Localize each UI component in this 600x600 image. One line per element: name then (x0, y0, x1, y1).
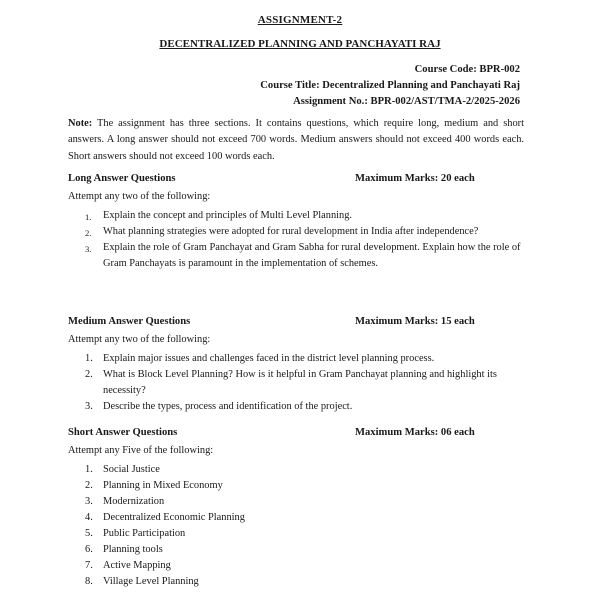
note-paragraph (68, 116, 524, 165)
question-number: 2. (85, 228, 92, 238)
section-marks: Maximum Marks: 06 each (355, 427, 475, 438)
question-number: 7. (85, 560, 93, 571)
question-text: Explain the role of Gram Panchayat and Gram Sabha for rural development. Explain how the role of Gram Panchayats is paramount in the implementation of schemes. (103, 242, 521, 269)
section-instruction: Attempt any two of the following: (68, 334, 211, 345)
question-number: 2. (85, 480, 93, 491)
question-item (68, 351, 524, 367)
section-short-answer (68, 427, 524, 590)
section-long-answer (68, 173, 524, 272)
section-header (68, 173, 524, 189)
question-item (68, 478, 524, 494)
question-text: Planning in Mixed Economy (103, 480, 223, 491)
question-item (68, 224, 524, 240)
question-list (68, 208, 524, 272)
question-number: 1. (85, 353, 93, 364)
question-item (68, 367, 524, 399)
question-item (68, 542, 524, 558)
question-text: What planning strategies were adopted for rural development in India after independence? (103, 226, 479, 237)
question-text: Public Participation (103, 528, 186, 539)
section-marks: Maximum Marks: 20 each (355, 173, 475, 184)
section-header (68, 427, 524, 443)
question-item (68, 494, 524, 510)
section-heading: Short Answer Questions (68, 427, 178, 438)
note-label: Note: (68, 118, 93, 129)
question-number: 1. (85, 464, 93, 475)
course-meta (260, 62, 520, 110)
question-text: Explain major issues and challenges faced in the district level planning process. (103, 353, 435, 364)
question-number: 1. (85, 212, 92, 222)
section-heading: Medium Answer Questions (68, 316, 191, 327)
section-instruction: Attempt any Five of the following: (68, 445, 214, 456)
question-text: Active Mapping (103, 560, 171, 571)
course-code: Course Code: BPR-002 (414, 64, 520, 75)
question-item (68, 240, 524, 272)
question-number: 5. (85, 528, 93, 539)
question-number: 3. (85, 496, 93, 507)
question-text: Describe the types, process and identification of the project. (103, 401, 353, 412)
question-text: Explain the concept and principles of Multi Level Planning. (103, 210, 353, 221)
question-number: 6. (85, 544, 93, 555)
question-item (68, 399, 524, 415)
question-item (68, 526, 524, 542)
question-text: Planning tools (103, 544, 163, 555)
section-header (68, 316, 524, 332)
question-item (68, 208, 524, 224)
question-item (68, 558, 524, 574)
question-text: Modernization (103, 496, 165, 507)
section-instruction: Attempt any two of the following: (68, 191, 211, 202)
section-heading: Long Answer Questions (68, 173, 176, 184)
assignment-title: ASSIGNMENT-2 (257, 14, 343, 26)
section-medium-answer (68, 316, 524, 415)
note-text: The assignment has three sections. It contains questions, which require long, medium and short answers. A long answer should not exceed 700 words. Medium answers should not exceed 400 words each. Short answers should not exceed 100 words each. (68, 118, 524, 162)
question-number: 3. (85, 401, 93, 412)
question-item (68, 462, 524, 478)
question-list (68, 462, 524, 590)
question-text: Village Level Planning (103, 576, 199, 587)
question-list (68, 351, 524, 415)
question-text: Social Justice (103, 464, 160, 475)
assignment-number: Assignment No.: BPR-002/AST/TMA-2/2025-2026 (293, 96, 520, 107)
question-number: 8. (85, 576, 93, 587)
question-item (68, 574, 524, 590)
question-text: Decentralized Economic Planning (103, 512, 245, 523)
subject-title: DECENTRALIZED PLANNING AND PANCHAYATI RAJ (159, 38, 441, 50)
question-number: 3. (85, 244, 92, 254)
section-marks: Maximum Marks: 15 each (355, 316, 475, 327)
question-item (68, 510, 524, 526)
course-title: Course Title: Decentralized Planning and Panchayati Raj (260, 80, 520, 91)
question-number: 4. (85, 512, 93, 523)
question-text: What is Block Level Planning? How is it helpful in Gram Panchayat planning and highlight its necessity? (103, 369, 497, 396)
question-number: 2. (85, 369, 93, 380)
